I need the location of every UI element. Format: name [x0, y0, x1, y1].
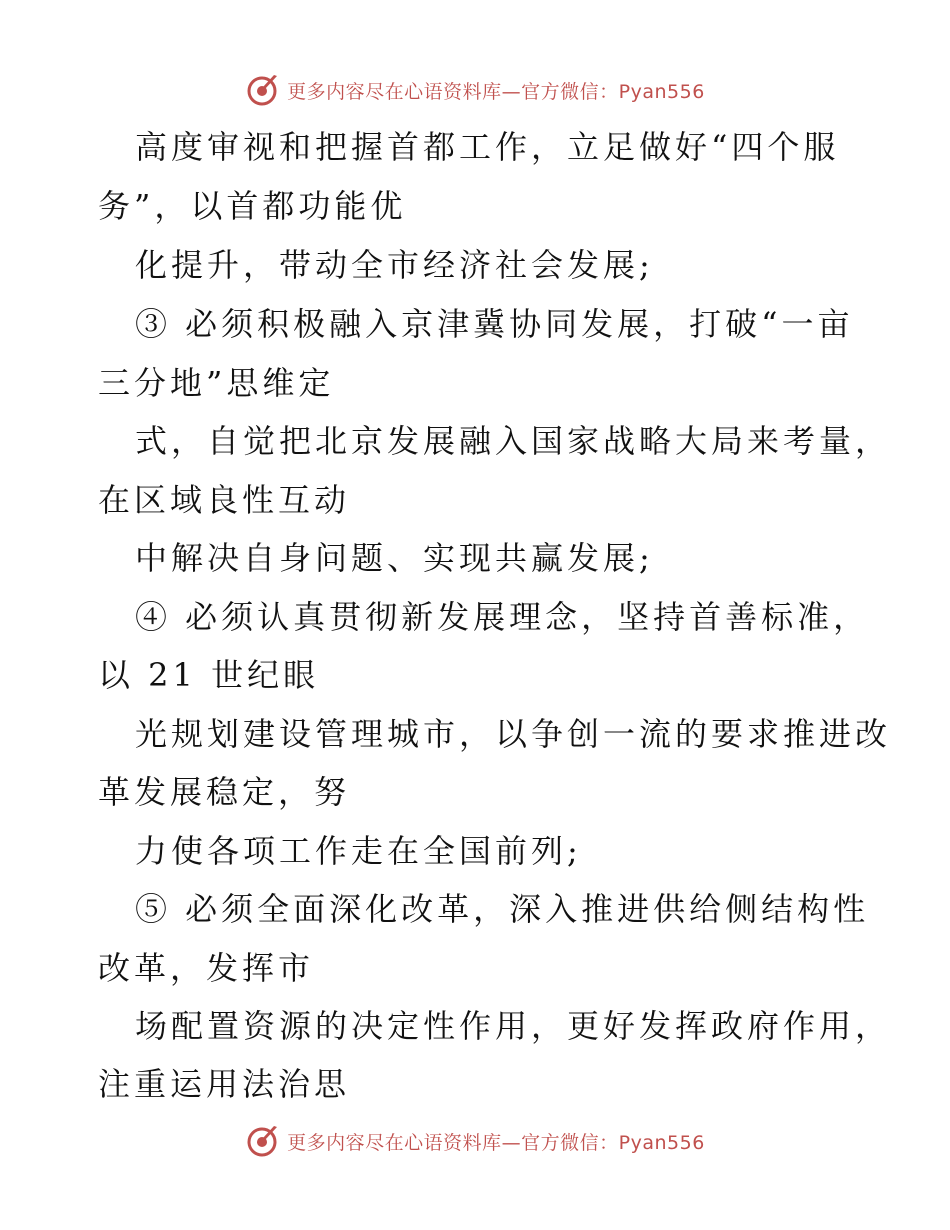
body-line: ⑤ 必须全面深化改革，深入推进供给侧结构性 [135, 890, 870, 928]
body-line: 注重运用法治思 [98, 1065, 351, 1103]
footer-banner [0, 1121, 950, 1161]
body-line: 改革，发挥市 [98, 949, 315, 987]
footer-banner-text: 更多内容尽在心语资料库—官方微信：Pyan556 [287, 1131, 705, 1154]
body-line: 场配置资源的决定性作用，更好发挥政府作用， [135, 1007, 892, 1045]
body-line: 务”，以首都功能优 [98, 187, 407, 225]
body-line: 式，自觉把北京发展融入国家战略大局来考量， [135, 422, 892, 460]
body-line: 力使各项工作走在全国前列; [135, 832, 582, 870]
body-line: 高度审视和把握首都工作，立足做好“四个服 [135, 128, 840, 166]
body-line: 在区域良性互动 [98, 481, 351, 519]
quill-logo-icon [245, 1124, 279, 1158]
body-line: 三分地”思维定 [98, 364, 335, 402]
body-line: 以 21 世纪眼 [98, 656, 320, 694]
body-line: 化提升，带动全市经济社会发展; [135, 246, 654, 284]
body-line: 革发展稳定，努 [98, 773, 351, 811]
header-banner-text: 更多内容尽在心语资料库—官方微信：Pyan556 [287, 80, 705, 103]
body-line: 中解决自身问题、实现共赢发展; [135, 539, 654, 577]
body-line: ③ 必须积极融入京津冀协同发展，打破“一亩 [135, 305, 854, 343]
body-line: 光规划建设管理城市，以争创一流的要求推进改 [135, 715, 892, 753]
body-line: ④ 必须认真贯彻新发展理念，坚持首善标准， [135, 598, 870, 636]
